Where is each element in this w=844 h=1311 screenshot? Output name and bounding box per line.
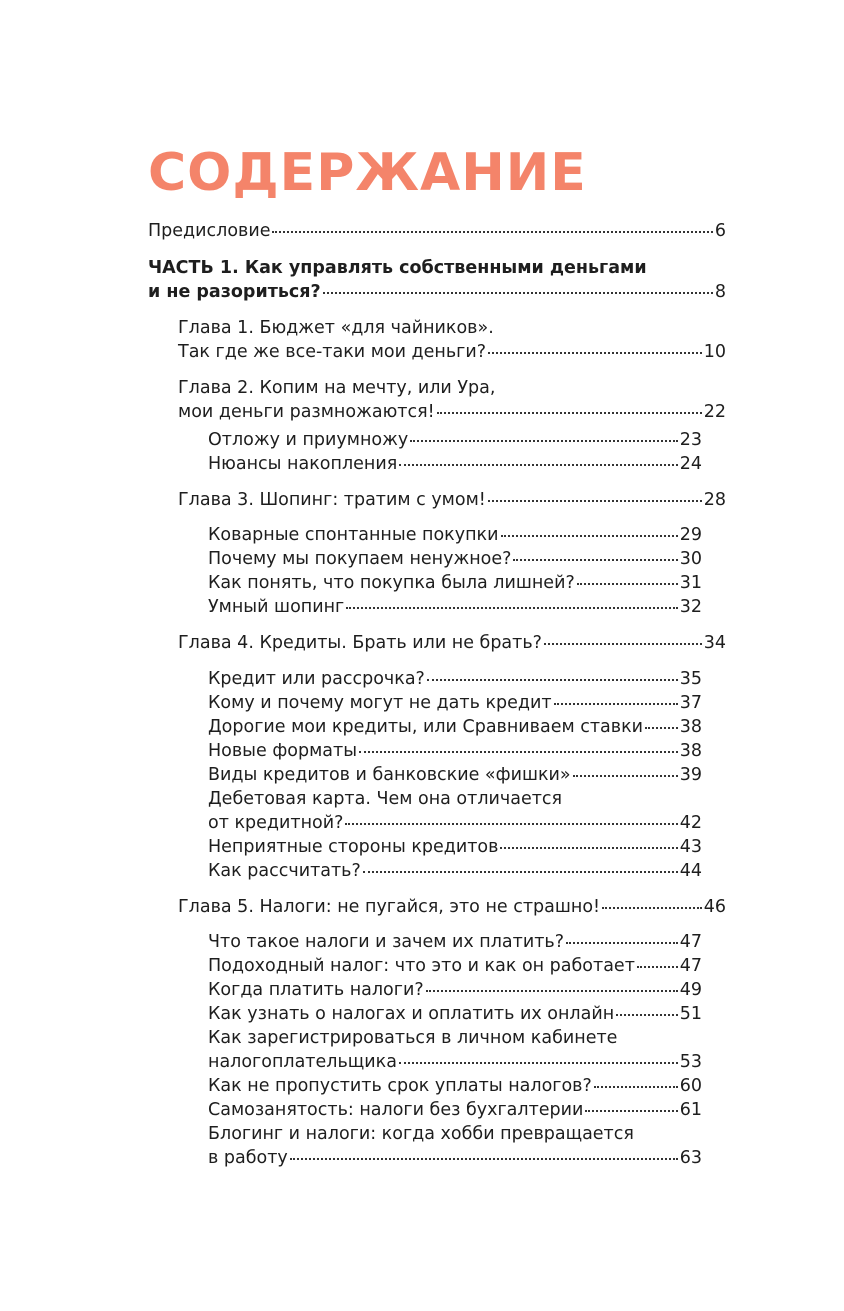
page-number: 34 bbox=[703, 633, 726, 653]
page-number: 44 bbox=[679, 861, 702, 881]
dot-leader bbox=[577, 583, 678, 585]
entry-title: Дорогие мои кредиты, или Сравниваем ставки bbox=[208, 717, 644, 737]
page-number: 38 bbox=[679, 717, 702, 737]
page-number: 39 bbox=[679, 765, 702, 785]
page-number: 32 bbox=[679, 597, 702, 617]
entry-title: Предисловие bbox=[148, 221, 271, 241]
toc-section[interactable] bbox=[208, 571, 702, 595]
page-number: 8 bbox=[714, 282, 726, 302]
toc-section[interactable] bbox=[208, 978, 702, 1002]
entry-title-line2: Так где же все-таки мои деньги? bbox=[178, 342, 487, 362]
toc-section[interactable] bbox=[208, 523, 702, 547]
entry-title-line1: Блогинг и налоги: когда хобби превращается bbox=[208, 1124, 634, 1144]
toc-section[interactable] bbox=[208, 595, 702, 619]
toc-entry-chapter-3[interactable] bbox=[178, 488, 726, 512]
page-number: 51 bbox=[679, 1004, 702, 1024]
dot-leader bbox=[501, 535, 678, 537]
toc-section[interactable] bbox=[208, 691, 702, 715]
toc-section[interactable] bbox=[208, 739, 702, 763]
page-number: 60 bbox=[679, 1076, 702, 1096]
page-title: СОДЕРЖАНИЕ bbox=[148, 143, 587, 203]
dot-leader bbox=[637, 966, 678, 968]
dot-leader bbox=[345, 823, 677, 825]
page-number: 38 bbox=[679, 741, 702, 761]
entry-title-line1: Глава 1. Бюджет «для чайников». bbox=[178, 318, 494, 338]
entry-title: Как понять, что покупка была лишней? bbox=[208, 573, 575, 593]
toc-section[interactable] bbox=[208, 930, 702, 954]
dot-leader bbox=[585, 1110, 677, 1112]
dot-leader bbox=[513, 559, 677, 561]
dot-leader bbox=[566, 942, 678, 944]
entry-title: Неприятные стороны кредитов bbox=[208, 837, 499, 857]
entry-title: Почему мы покупаем ненужное? bbox=[208, 549, 512, 569]
dot-leader bbox=[359, 751, 678, 753]
entry-title: Когда платить налоги? bbox=[208, 980, 424, 1000]
toc-section[interactable] bbox=[208, 547, 702, 571]
page-number: 63 bbox=[679, 1148, 702, 1168]
entry-title: Отложу и приумножу bbox=[208, 430, 409, 450]
page-number: 46 bbox=[703, 897, 726, 917]
page-number: 49 bbox=[679, 980, 702, 1000]
dot-leader bbox=[554, 703, 678, 705]
entry-title-line2: от кредитной? bbox=[208, 813, 344, 833]
entry-title: Новые форматы bbox=[208, 741, 358, 761]
entry-title: Виды кредитов и банковские «фишки» bbox=[208, 765, 571, 785]
entry-title: Глава 3. Шопинг: тратим с умом! bbox=[178, 490, 486, 510]
dot-leader bbox=[410, 440, 677, 442]
entry-title: Подоходный налог: что это и как он работает bbox=[208, 956, 635, 976]
dot-leader bbox=[363, 871, 678, 873]
page-number: 53 bbox=[679, 1052, 702, 1072]
toc-section[interactable] bbox=[208, 715, 702, 739]
dot-leader bbox=[645, 727, 678, 729]
entry-title: Коварные спонтанные покупки bbox=[208, 525, 499, 545]
page-number: 23 bbox=[679, 430, 702, 450]
page-number: 47 bbox=[679, 932, 702, 952]
dot-leader bbox=[346, 607, 677, 609]
dot-leader bbox=[427, 679, 678, 681]
page-number: 47 bbox=[679, 956, 702, 976]
page-number: 31 bbox=[679, 573, 702, 593]
dot-leader bbox=[272, 231, 712, 233]
toc-section[interactable] bbox=[208, 1098, 702, 1122]
toc-entry-chapter-4[interactable] bbox=[178, 631, 726, 655]
toc-section[interactable] bbox=[208, 428, 702, 452]
toc-section[interactable] bbox=[208, 452, 702, 476]
entry-title: Кому и почему могут не дать кредит bbox=[208, 693, 552, 713]
page-number: 6 bbox=[714, 221, 726, 241]
dot-leader bbox=[573, 775, 678, 777]
dot-leader bbox=[488, 500, 702, 502]
toc-entry-preface[interactable] bbox=[148, 219, 726, 243]
page-number: 28 bbox=[703, 490, 726, 510]
page-number: 61 bbox=[679, 1100, 702, 1120]
dot-leader bbox=[399, 464, 677, 466]
entry-title-line1: Как зарегистрироваться в личном кабинете bbox=[208, 1028, 618, 1048]
page-number: 24 bbox=[679, 454, 702, 474]
dot-leader bbox=[488, 352, 702, 354]
entry-title-line2: мои деньги размножаются! bbox=[178, 402, 435, 422]
entry-title: Как не пропустить срок уплаты налогов? bbox=[208, 1076, 592, 1096]
entry-title: Как узнать о налогах и оплатить их онлайн bbox=[208, 1004, 615, 1024]
dot-leader bbox=[616, 1014, 678, 1016]
toc-section[interactable] bbox=[208, 667, 702, 691]
entry-title-line2: и не разориться? bbox=[148, 282, 321, 302]
page-number: 29 bbox=[679, 525, 702, 545]
toc-section[interactable] bbox=[208, 954, 702, 978]
toc-section[interactable] bbox=[208, 787, 702, 835]
toc-entry-chapter-1[interactable] bbox=[178, 316, 726, 364]
entry-title-line2: налогоплательщика bbox=[208, 1052, 397, 1072]
toc-section[interactable] bbox=[208, 1026, 702, 1074]
dot-leader bbox=[437, 412, 702, 414]
page-number: 42 bbox=[679, 813, 702, 833]
entry-title-line1: ЧАСТЬ 1. Как управлять собственными деньгами bbox=[148, 258, 647, 278]
toc-entry-part-1[interactable] bbox=[148, 256, 726, 304]
page-number: 35 bbox=[679, 669, 702, 689]
entry-title: Глава 4. Кредиты. Брать или не брать? bbox=[178, 633, 542, 653]
entry-title: Глава 5. Налоги: не пугайся, это не страшно! bbox=[178, 897, 601, 917]
page-number: 30 bbox=[679, 549, 702, 569]
entry-title: Как рассчитать? bbox=[208, 861, 361, 881]
toc-entry-chapter-5[interactable] bbox=[178, 895, 726, 919]
dot-leader bbox=[500, 847, 677, 849]
dot-leader bbox=[290, 1158, 678, 1160]
entry-title: Кредит или рассрочка? bbox=[208, 669, 425, 689]
toc-section[interactable] bbox=[208, 859, 702, 883]
toc-section[interactable] bbox=[208, 763, 702, 787]
toc-section[interactable] bbox=[208, 835, 702, 859]
entry-title-line2: в работу bbox=[208, 1148, 288, 1168]
dot-leader bbox=[602, 907, 702, 909]
entry-title: Самозанятость: налоги без бухгалтерии bbox=[208, 1100, 584, 1120]
entry-title-line1: Глава 2. Копим на мечту, или Ура, bbox=[178, 378, 496, 398]
toc-section[interactable] bbox=[208, 1074, 702, 1098]
entry-title-line1: Дебетовая карта. Чем она отличается bbox=[208, 789, 563, 809]
dot-leader bbox=[594, 1086, 678, 1088]
page-number: 37 bbox=[679, 693, 702, 713]
page-number: 43 bbox=[679, 837, 702, 857]
page-number: 10 bbox=[703, 342, 726, 362]
entry-title: Умный шопинг bbox=[208, 597, 345, 617]
page-number: 22 bbox=[703, 402, 726, 422]
entry-title: Нюансы накопления bbox=[208, 454, 398, 474]
dot-leader bbox=[399, 1062, 678, 1064]
dot-leader bbox=[323, 292, 713, 294]
dot-leader bbox=[426, 990, 678, 992]
toc-section[interactable] bbox=[208, 1002, 702, 1026]
entry-title: Что такое налоги и зачем их платить? bbox=[208, 932, 565, 952]
toc-section[interactable] bbox=[208, 1122, 702, 1170]
toc-entry-chapter-2[interactable] bbox=[178, 376, 726, 424]
dot-leader bbox=[544, 643, 702, 645]
